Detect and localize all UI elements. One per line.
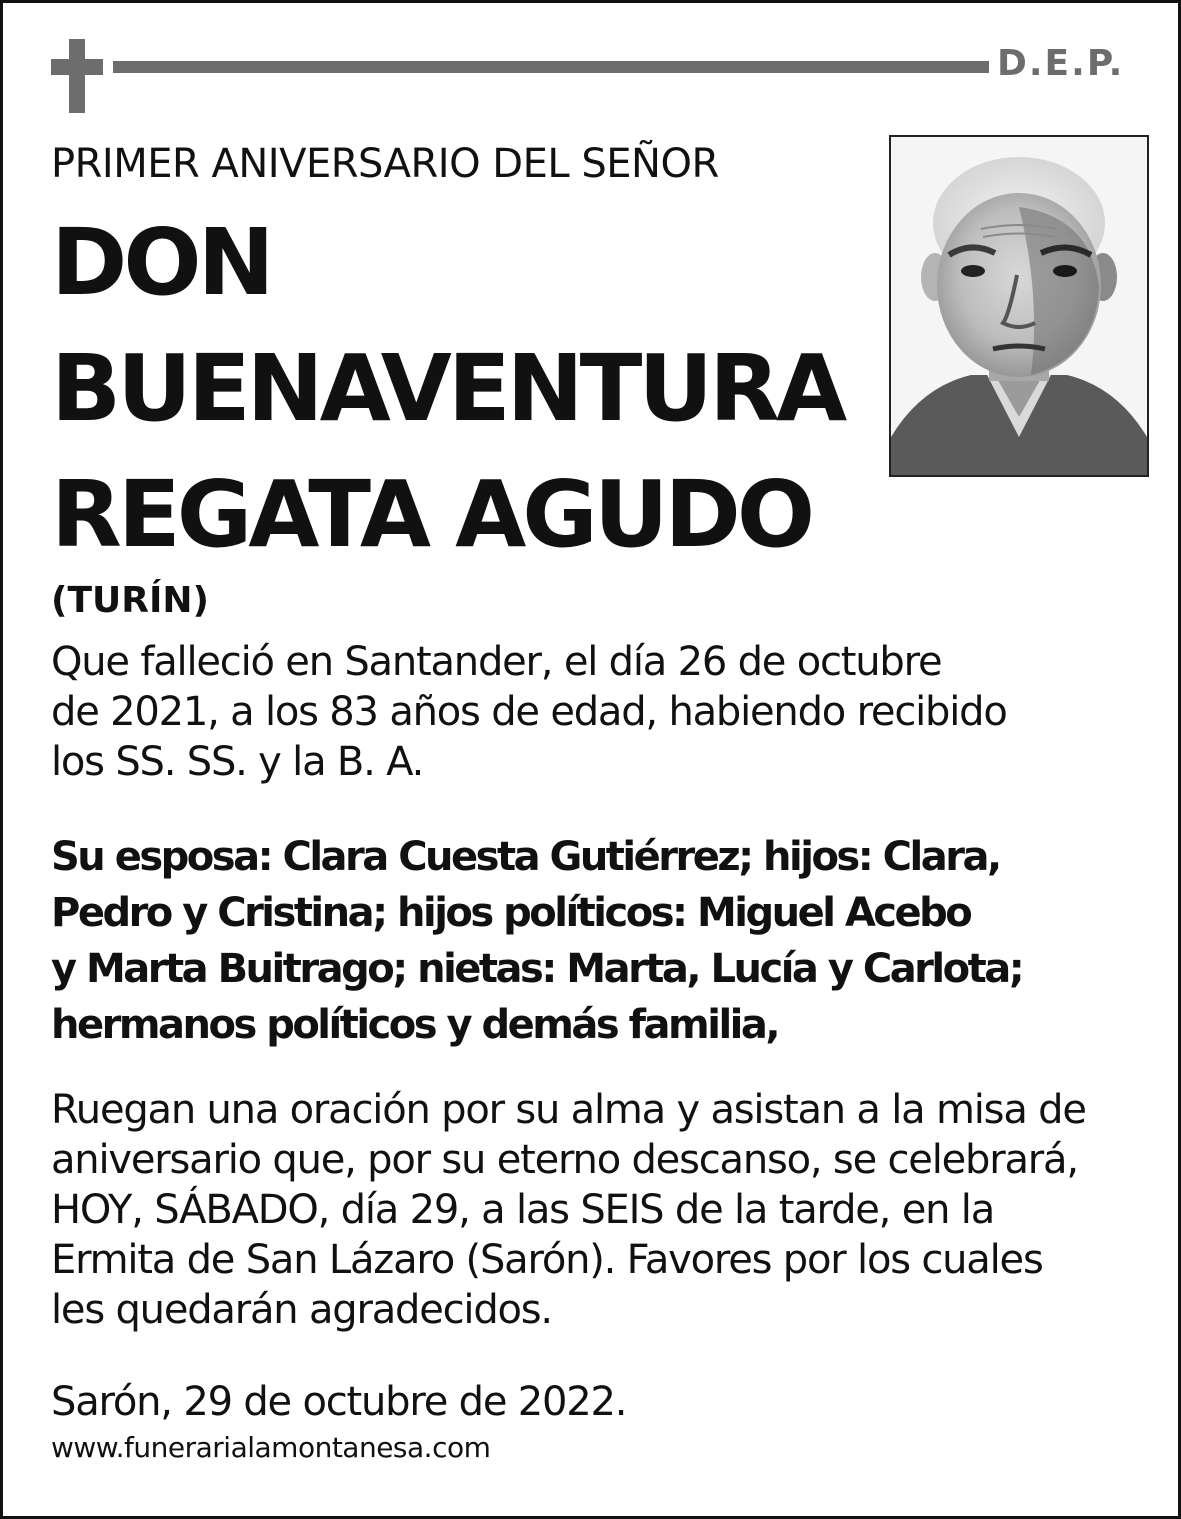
website-link[interactable]: www.funerarialamontanesa.com [51, 1431, 491, 1464]
family-line: y Marta Buitrago; nietas: Marta, Lucía y Carlota; [51, 946, 1023, 992]
request-line: HOY, SÁBADO, día 29, a las SEIS de la tarde, en la [51, 1187, 995, 1233]
request-line: les quedarán agradecidos. [51, 1287, 552, 1333]
name-line-1: DON [51, 209, 271, 316]
family-line: hermanos políticos y demás familia, [51, 1002, 779, 1048]
death-line: Que falleció en Santander, el día 26 de octubre [51, 639, 942, 685]
death-line: de 2021, a los 83 años de edad, habiendo recibido [51, 689, 1007, 735]
cross-icon [51, 39, 103, 113]
header-rule [113, 61, 989, 73]
death-line: los SS. SS. y la B. A. [51, 739, 424, 785]
request-line: Ruegan una oración por su alma y asistan a la misa de [51, 1087, 1086, 1133]
family-line: Pedro y Cristina; hijos políticos: Miguel Acebo [51, 890, 971, 936]
closing-date: Sarón, 29 de octubre de 2022. [51, 1379, 627, 1425]
family-paragraph [51, 829, 1022, 1053]
name-line-3: REGATA AGUDO [51, 461, 812, 568]
request-line: aniversario que, por su eterno descanso, se celebrará, [51, 1137, 1078, 1183]
anniversary-subtitle: PRIMER ANIVERSARIO DEL SEÑOR [51, 141, 719, 187]
portrait-photo [889, 135, 1149, 477]
family-line: Su esposa: Clara Cuesta Gutiérrez; hijos: Clara, [51, 834, 1000, 880]
alias-label: (TURÍN) [51, 580, 209, 621]
request-line: Ermita de San Lázaro (Sarón). Favores por los cuales [51, 1237, 1043, 1283]
dep-label: D.E.P. [997, 43, 1125, 84]
name-line-2: BUENAVENTURA [51, 335, 844, 442]
death-paragraph [51, 637, 1007, 787]
request-paragraph [51, 1085, 1086, 1335]
